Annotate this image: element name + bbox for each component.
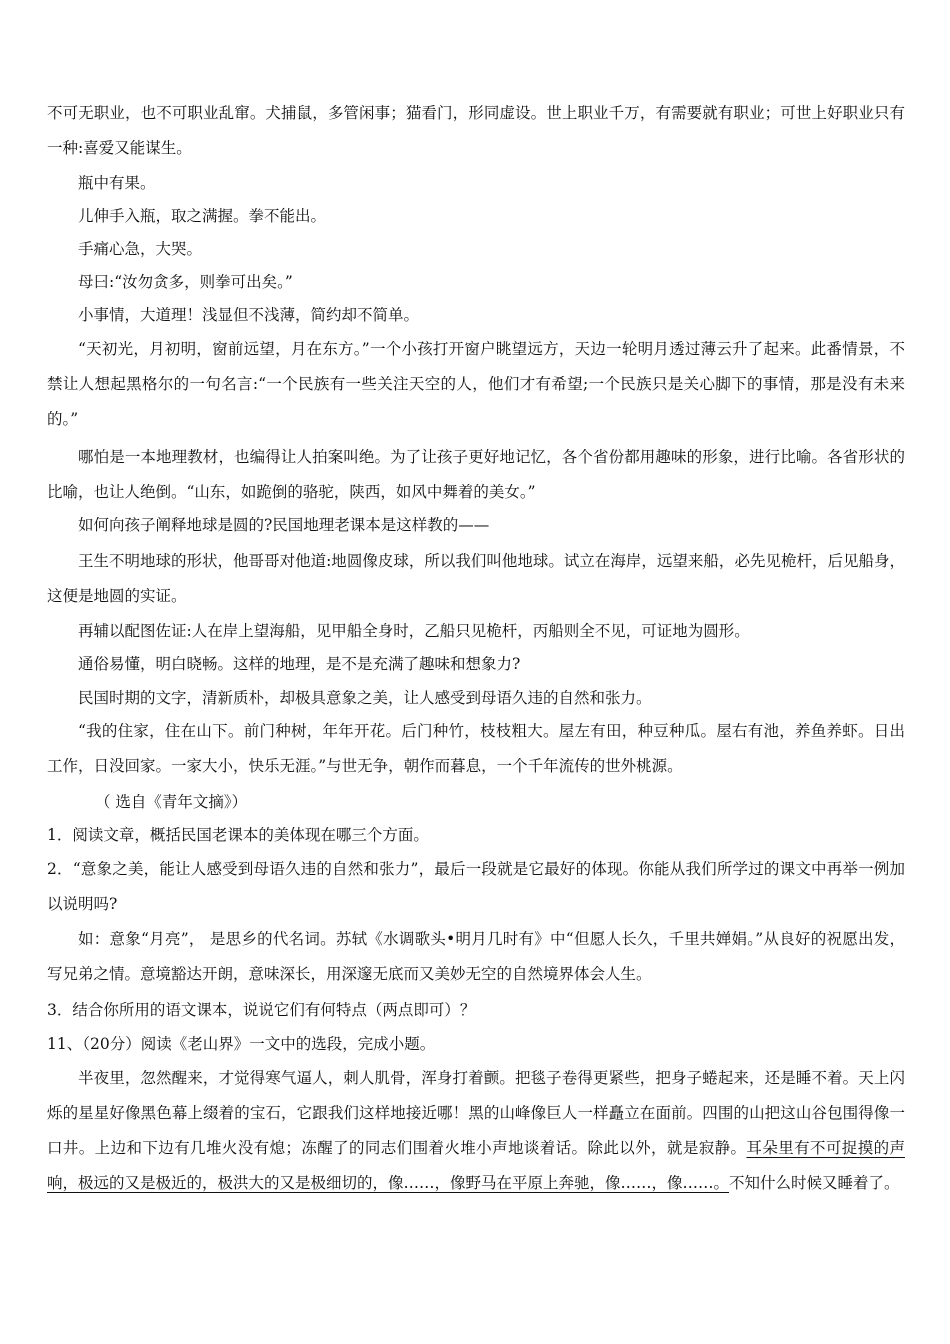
paragraph-moon: “天初光，月初明，窗前远望，月在东方。”一个小孩打开窗户眺望远方，天边一轮明月透过薄云升了起来。此番情景，不禁让人想起黑格尔的一句名言:“一个民族有一些关注天空的人，他们才有希望;一个民族只是关心脚下的事情，那是没有未来的。” [47,340,905,428]
paragraph-my-home: “我的住家，住在山下。前门种树，年年开花。后门种竹，枝枝粗大。屋左有田，种豆种瓜。屋右有池，养鱼养虾。日出工作，日没回家。一家大小，快乐无涯。”与世无争，朝作而暮息，一个千年流传的世外桃源。 [47,722,905,775]
paragraph-mother-says: 母曰:“汝勿贪多，则拳可出矣。” [78,273,293,291]
paragraph-crying: 手痛心急，大哭。 [78,240,203,258]
paragraph-wang-sheng: 王生不明地球的形状，他哥哥对他道:地圆像皮球，所以我们叫他地球。试立在海岸，远望来船，必先见桅杆，后见船身，这便是地圆的实证。 [47,552,905,605]
paragraph-illustration: 再辅以配图佐证:人在岸上望海船，见甲船全身时，乙船只见桅杆，丙船则全不见，可证地为圆形。 [78,622,750,640]
question-2: 2．“意象之美，能让人感受到母语久违的自然和张力”，最后一段就是它最好的体现。你能从我们所学过的课文中再举一例加以说明吗? [47,860,905,913]
paragraph-small-things: 小事情，大道理！浅显但不浅薄，简约却不简单。 [78,306,420,324]
question-2-example: 如：意象“月亮”， 是思乡的代名词。苏轼《水调歌头•明月几时有》中“但愿人长久，千里共婵娟。”从良好的祝愿出发，写兄弟之情。意境豁达开朗，意味深长，用深邃无底而又美妙无空的自然境界体会人生。 [47,930,905,983]
paragraph-accessible: 通俗易懂，明白晓畅。这样的地理，是不是充满了趣味和想象力? [78,655,521,673]
source-citation: （ 选自《青年文摘》） [95,793,248,811]
passage-text: 半夜里，忽然醒来，才觉得寒气逼人，刺人肌骨，浑身打着颤。把毯子卷得更紧些，把身子蜷起来，还是睡不着。天上闪烁的星星好像黑色幕上缀着的宝石，它跟我们这样地接近哪！黑的山峰像巨人一样矗立在面前。四围的山把这山谷包围得像一口井。上边和下边有几堆火没有熄；冻醒了的同志们围着火堆小声地谈着话。除此以外，就是寂静。 [47,1069,905,1157]
underlined-sentence: 耳朵里有不可捉摸的声响，极远的又是极近的，极洪大的又是极细切的，像……，像野马在平原上奔驰，像……，像……。 [47,1139,905,1192]
paragraph-earth-round: 如何向孩子阐释地球是圆的?民国地理老课本是这样教的—— [78,516,490,534]
question-1: 1．阅读文章，概括民国老课本的美体现在哪三个方面。 [47,826,429,844]
paragraph-minguo-text: 民国时期的文字，清新质朴，却极具意象之美，让人感受到母语久违的自然和张力。 [78,689,652,707]
section-11-title: 11、（20分）阅读《老山界》一文中的选段，完成小题。 [47,1035,436,1053]
paragraph-career: 不可无职业，也不可职业乱窜。犬捕鼠，多管闲事；猫看门，形同虚设。世上职业千万，有需要就有职业；可世上好职业只有一种:喜爱又能谋生。 [47,104,905,157]
question-3: 3．结合你所用的语文课本，说说它们有何特点（两点即可）？ [47,1001,476,1019]
paragraph-geography: 哪怕是一本地理教材，也编得让人拍案叫绝。为了让孩子更好地记忆，各个省份都用趣味的形象，进行比喻。各省形状的比喻，也让人绝倒。“山东，如跪倒的骆驼，陕西，如风中舞着的美女。” [47,448,905,501]
section-11-passage [47,1061,905,1201]
passage-ending: 不知什么时候又睡着了。 [729,1174,900,1192]
paragraph-bottle: 瓶中有果。 [78,174,156,192]
paragraph-hand-in-bottle: 儿伸手入瓶，取之满握。拳不能出。 [78,207,327,225]
